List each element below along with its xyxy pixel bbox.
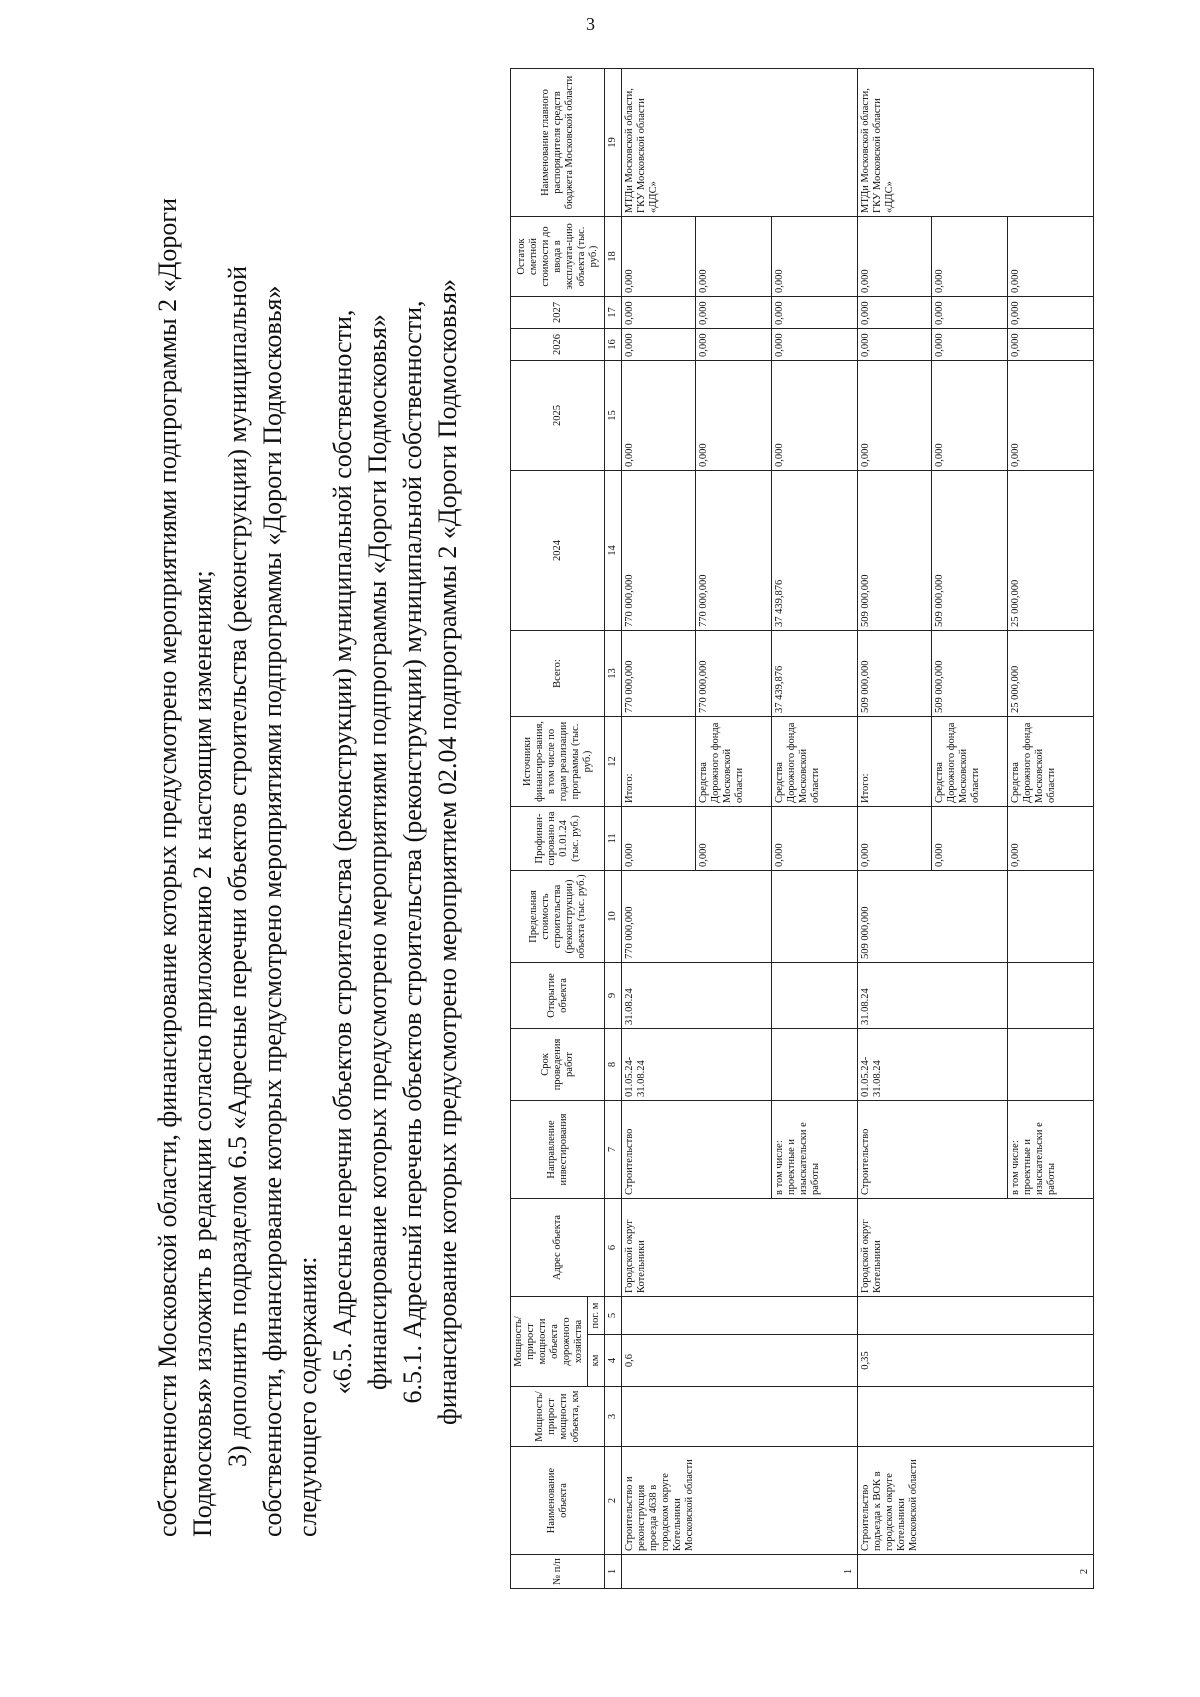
source-cell: Итого: bbox=[622, 716, 696, 806]
column-number-cell: 9 bbox=[605, 962, 622, 1028]
prefinanced-cell: 0,000 bbox=[696, 806, 772, 870]
limit-cost-cell bbox=[772, 870, 858, 962]
year-2026-cell: 0,000 bbox=[772, 328, 858, 360]
row-number: 2 bbox=[858, 1555, 1094, 1589]
header-cell: Источники финансиро-вания, в том числе по годам реализации программы (тыс. руб.) bbox=[511, 716, 605, 806]
row-number: 1 bbox=[622, 1555, 858, 1589]
limit-cost-cell bbox=[1008, 870, 1094, 962]
year-2027-cell: 0,000 bbox=[1008, 296, 1094, 328]
total-cell: 37 439,876 bbox=[772, 630, 858, 716]
column-number-cell: 14 bbox=[605, 470, 622, 630]
header-cell: Открытие объекта bbox=[511, 962, 605, 1028]
column-number-cell: 15 bbox=[605, 360, 622, 470]
column-number-row bbox=[605, 68, 622, 1588]
prefinanced-cell: 0,000 bbox=[932, 806, 1008, 870]
total-cell: 25 000,000 bbox=[1008, 630, 1094, 716]
header-cell: Направление инвестирования bbox=[511, 1100, 605, 1198]
column-number-cell: 12 bbox=[605, 716, 622, 806]
header-cell: 2025 bbox=[511, 360, 605, 470]
opening-cell bbox=[1008, 962, 1094, 1028]
direction-cell: Строительство bbox=[858, 1100, 1008, 1198]
prefinanced-cell: 0,000 bbox=[858, 806, 932, 870]
column-number-cell: 6 bbox=[605, 1198, 622, 1296]
column-number-cell: 3 bbox=[605, 1387, 622, 1447]
total-cell: 509 000,000 bbox=[858, 630, 932, 716]
header-cell: № п/п bbox=[511, 1555, 605, 1589]
subsection-heading: 6.5.1. Адресный перечень объектов строительства (реконструкции) муниципальной собственности, bbox=[398, 300, 427, 1404]
text-line: Подмосковья» изложить в редакции согласно приложению 2 к настоящим изменениям; bbox=[188, 570, 217, 1537]
header-cell: Срок проведения работ bbox=[511, 1028, 605, 1100]
year-2024-cell: 770 000,000 bbox=[696, 470, 772, 630]
year-2024-cell: 37 439,876 bbox=[772, 470, 858, 630]
table-cell bbox=[622, 1296, 858, 1334]
text-line: собственности, финансирование которых предусмотрено мероприятиями подпрограммы «Дороги Подмосковья» bbox=[258, 285, 287, 1537]
table-cell bbox=[622, 1387, 858, 1447]
year-2026-cell: 0,000 bbox=[858, 328, 932, 360]
object-name: Строительство и реконструкция проезда 4638 в городском округе Котельники Московской области bbox=[622, 1447, 858, 1555]
remainder-cell: 0,000 bbox=[622, 216, 696, 296]
year-2024-cell: 770 000,000 bbox=[622, 470, 696, 630]
source-cell: Средства Дорожного фонда Московской области bbox=[772, 716, 858, 806]
header-cell: 2027 bbox=[511, 296, 605, 328]
year-2025-cell: 0,000 bbox=[622, 360, 696, 470]
table-row bbox=[858, 68, 932, 1588]
term-cell: 01.05.24-31.08.24 bbox=[858, 1028, 1008, 1100]
opening-cell: 31.08.24 bbox=[858, 962, 1008, 1028]
year-2026-cell: 0,000 bbox=[932, 328, 1008, 360]
header-cell: Остаток сметной стоимости до ввода в эксплуата-цию объекта (тыс. руб.) bbox=[511, 216, 605, 296]
manager-cell: МТДи Московской области, ГКУ Московской области «ДДС» bbox=[622, 68, 858, 216]
header-cell: км bbox=[588, 1335, 605, 1387]
remainder-cell: 0,000 bbox=[1008, 216, 1094, 296]
year-2027-cell: 0,000 bbox=[622, 296, 696, 328]
year-2027-cell: 0,000 bbox=[858, 296, 932, 328]
table-row bbox=[622, 68, 696, 1588]
year-2026-cell: 0,000 bbox=[696, 328, 772, 360]
header-cell: 2024 bbox=[511, 470, 605, 630]
source-cell: Средства Дорожного фонда Московской области bbox=[1008, 716, 1094, 806]
year-2027-cell: 0,000 bbox=[696, 296, 772, 328]
term-cell: 01.05.24-31.08.24 bbox=[622, 1028, 772, 1100]
column-number-cell: 7 bbox=[605, 1100, 622, 1198]
column-number-cell: 2 bbox=[605, 1447, 622, 1555]
header-cell: Всего: bbox=[511, 630, 605, 716]
object-name: Строительство подъезда к ВОК в городском округе Котельники Московской области bbox=[858, 1447, 1094, 1555]
header-cell: Профинан-сировано на 01.01.24 (тыс. руб.) bbox=[511, 806, 605, 870]
header-cell: Мощность/ прирост мощности объекта, км bbox=[511, 1387, 605, 1447]
year-2025-cell: 0,000 bbox=[772, 360, 858, 470]
year-2025-cell: 0,000 bbox=[932, 360, 1008, 470]
opening-cell: 31.08.24 bbox=[622, 962, 772, 1028]
column-number-cell: 18 bbox=[605, 216, 622, 296]
subsection-heading: финансирование которых предусмотрено мероприятием 02.04 подпрограммы 2 «Дороги Подмосковья» bbox=[433, 278, 462, 1426]
km-value: 0,35 bbox=[858, 1335, 1094, 1387]
year-2027-cell: 0,000 bbox=[932, 296, 1008, 328]
year-2024-cell: 509 000,000 bbox=[858, 470, 932, 630]
direction-cell: в том числе: проектные и изыскательски е работы bbox=[772, 1100, 858, 1198]
address-list-table bbox=[510, 68, 1094, 1589]
source-cell: Итого: bbox=[858, 716, 932, 806]
year-2027-cell: 0,000 bbox=[772, 296, 858, 328]
remainder-cell: 0,000 bbox=[772, 216, 858, 296]
header-cell: 2026 bbox=[511, 328, 605, 360]
year-2024-cell: 25 000,000 bbox=[1008, 470, 1094, 630]
term-cell bbox=[772, 1028, 858, 1100]
object-address: Городской округ Котельники bbox=[858, 1198, 1094, 1296]
header-cell: Предельная стоимость строительства (реконструкции) объекта (тыс. руб.) bbox=[511, 870, 605, 962]
year-2025-cell: 0,000 bbox=[858, 360, 932, 470]
remainder-cell: 0,000 bbox=[696, 216, 772, 296]
header-cell: Наименование главного распорядителя средств бюджета Московской области bbox=[511, 68, 605, 216]
column-number-cell: 8 bbox=[605, 1028, 622, 1100]
text-line: 3) дополнить подразделом 6.5 «Адресные перечни объектов строительства (реконструкции) муниципальной bbox=[223, 265, 252, 1467]
header-cell: Наименование объекта bbox=[511, 1447, 605, 1555]
source-cell: Средства Дорожного фонда Московской области bbox=[696, 716, 772, 806]
table-header-row bbox=[511, 68, 588, 1588]
year-2026-cell: 0,000 bbox=[1008, 328, 1094, 360]
header-cell: Адрес объекта bbox=[511, 1198, 605, 1296]
column-number-cell: 5 bbox=[605, 1296, 622, 1334]
table-body bbox=[622, 68, 1094, 1588]
column-number-cell: 11 bbox=[605, 806, 622, 870]
column-number-cell: 1 bbox=[605, 1555, 622, 1589]
limit-cost-cell: 509 000,000 bbox=[858, 870, 1008, 962]
manager-cell: МТДи Московской области, ГКУ Московской области «ДДС» bbox=[858, 68, 1094, 216]
year-2025-cell: 0,000 bbox=[696, 360, 772, 470]
table-cell bbox=[858, 1387, 1094, 1447]
prefinanced-cell: 0,000 bbox=[1008, 806, 1094, 870]
column-number-cell: 4 bbox=[605, 1335, 622, 1387]
remainder-cell: 0,000 bbox=[858, 216, 932, 296]
total-cell: 770 000,000 bbox=[696, 630, 772, 716]
year-2025-cell: 0,000 bbox=[1008, 360, 1094, 470]
total-cell: 509 000,000 bbox=[932, 630, 1008, 716]
column-number-cell: 10 bbox=[605, 870, 622, 962]
limit-cost-cell: 770 000,000 bbox=[622, 870, 772, 962]
section-heading: «6.5. Адресные перечни объектов строительства (реконструкции) муниципальной собственности, bbox=[328, 309, 357, 1395]
column-number-cell: 13 bbox=[605, 630, 622, 716]
opening-cell bbox=[772, 962, 858, 1028]
header-cell: пог. м bbox=[588, 1296, 605, 1334]
column-number-cell: 16 bbox=[605, 328, 622, 360]
text-line: следующего содержания: bbox=[293, 1256, 322, 1537]
table-cell bbox=[858, 1296, 1094, 1334]
year-2024-cell: 509 000,000 bbox=[932, 470, 1008, 630]
source-cell: Средства Дорожного фонда Московской области bbox=[932, 716, 1008, 806]
column-number-cell: 19 bbox=[605, 68, 622, 216]
km-value: 0,6 bbox=[622, 1335, 858, 1387]
page-number: 3 bbox=[586, 14, 595, 34]
text-line: собственности Московской области, финансирование которых предусмотрено мероприятиями подпрограммы 2 «Дороги bbox=[153, 198, 182, 1537]
prefinanced-cell: 0,000 bbox=[622, 806, 696, 870]
remainder-cell: 0,000 bbox=[932, 216, 1008, 296]
year-2026-cell: 0,000 bbox=[622, 328, 696, 360]
direction-cell: в том числе: проектные и изыскательски е работы bbox=[1008, 1100, 1094, 1198]
body-text bbox=[150, 167, 465, 1537]
prefinanced-cell: 0,000 bbox=[772, 806, 858, 870]
term-cell bbox=[1008, 1028, 1094, 1100]
section-heading: финансирование которых предусмотрено мероприятиями подпрограммы «Дороги Подмосковья» bbox=[363, 314, 392, 1390]
total-cell: 770 000,000 bbox=[622, 630, 696, 716]
header-cell: Мощность/прирост мощности объекта дорожного хозяйства bbox=[511, 1296, 588, 1386]
object-address: Городской округ Котельники bbox=[622, 1198, 858, 1296]
column-number-cell: 17 bbox=[605, 296, 622, 328]
direction-cell: Строительство bbox=[622, 1100, 772, 1198]
